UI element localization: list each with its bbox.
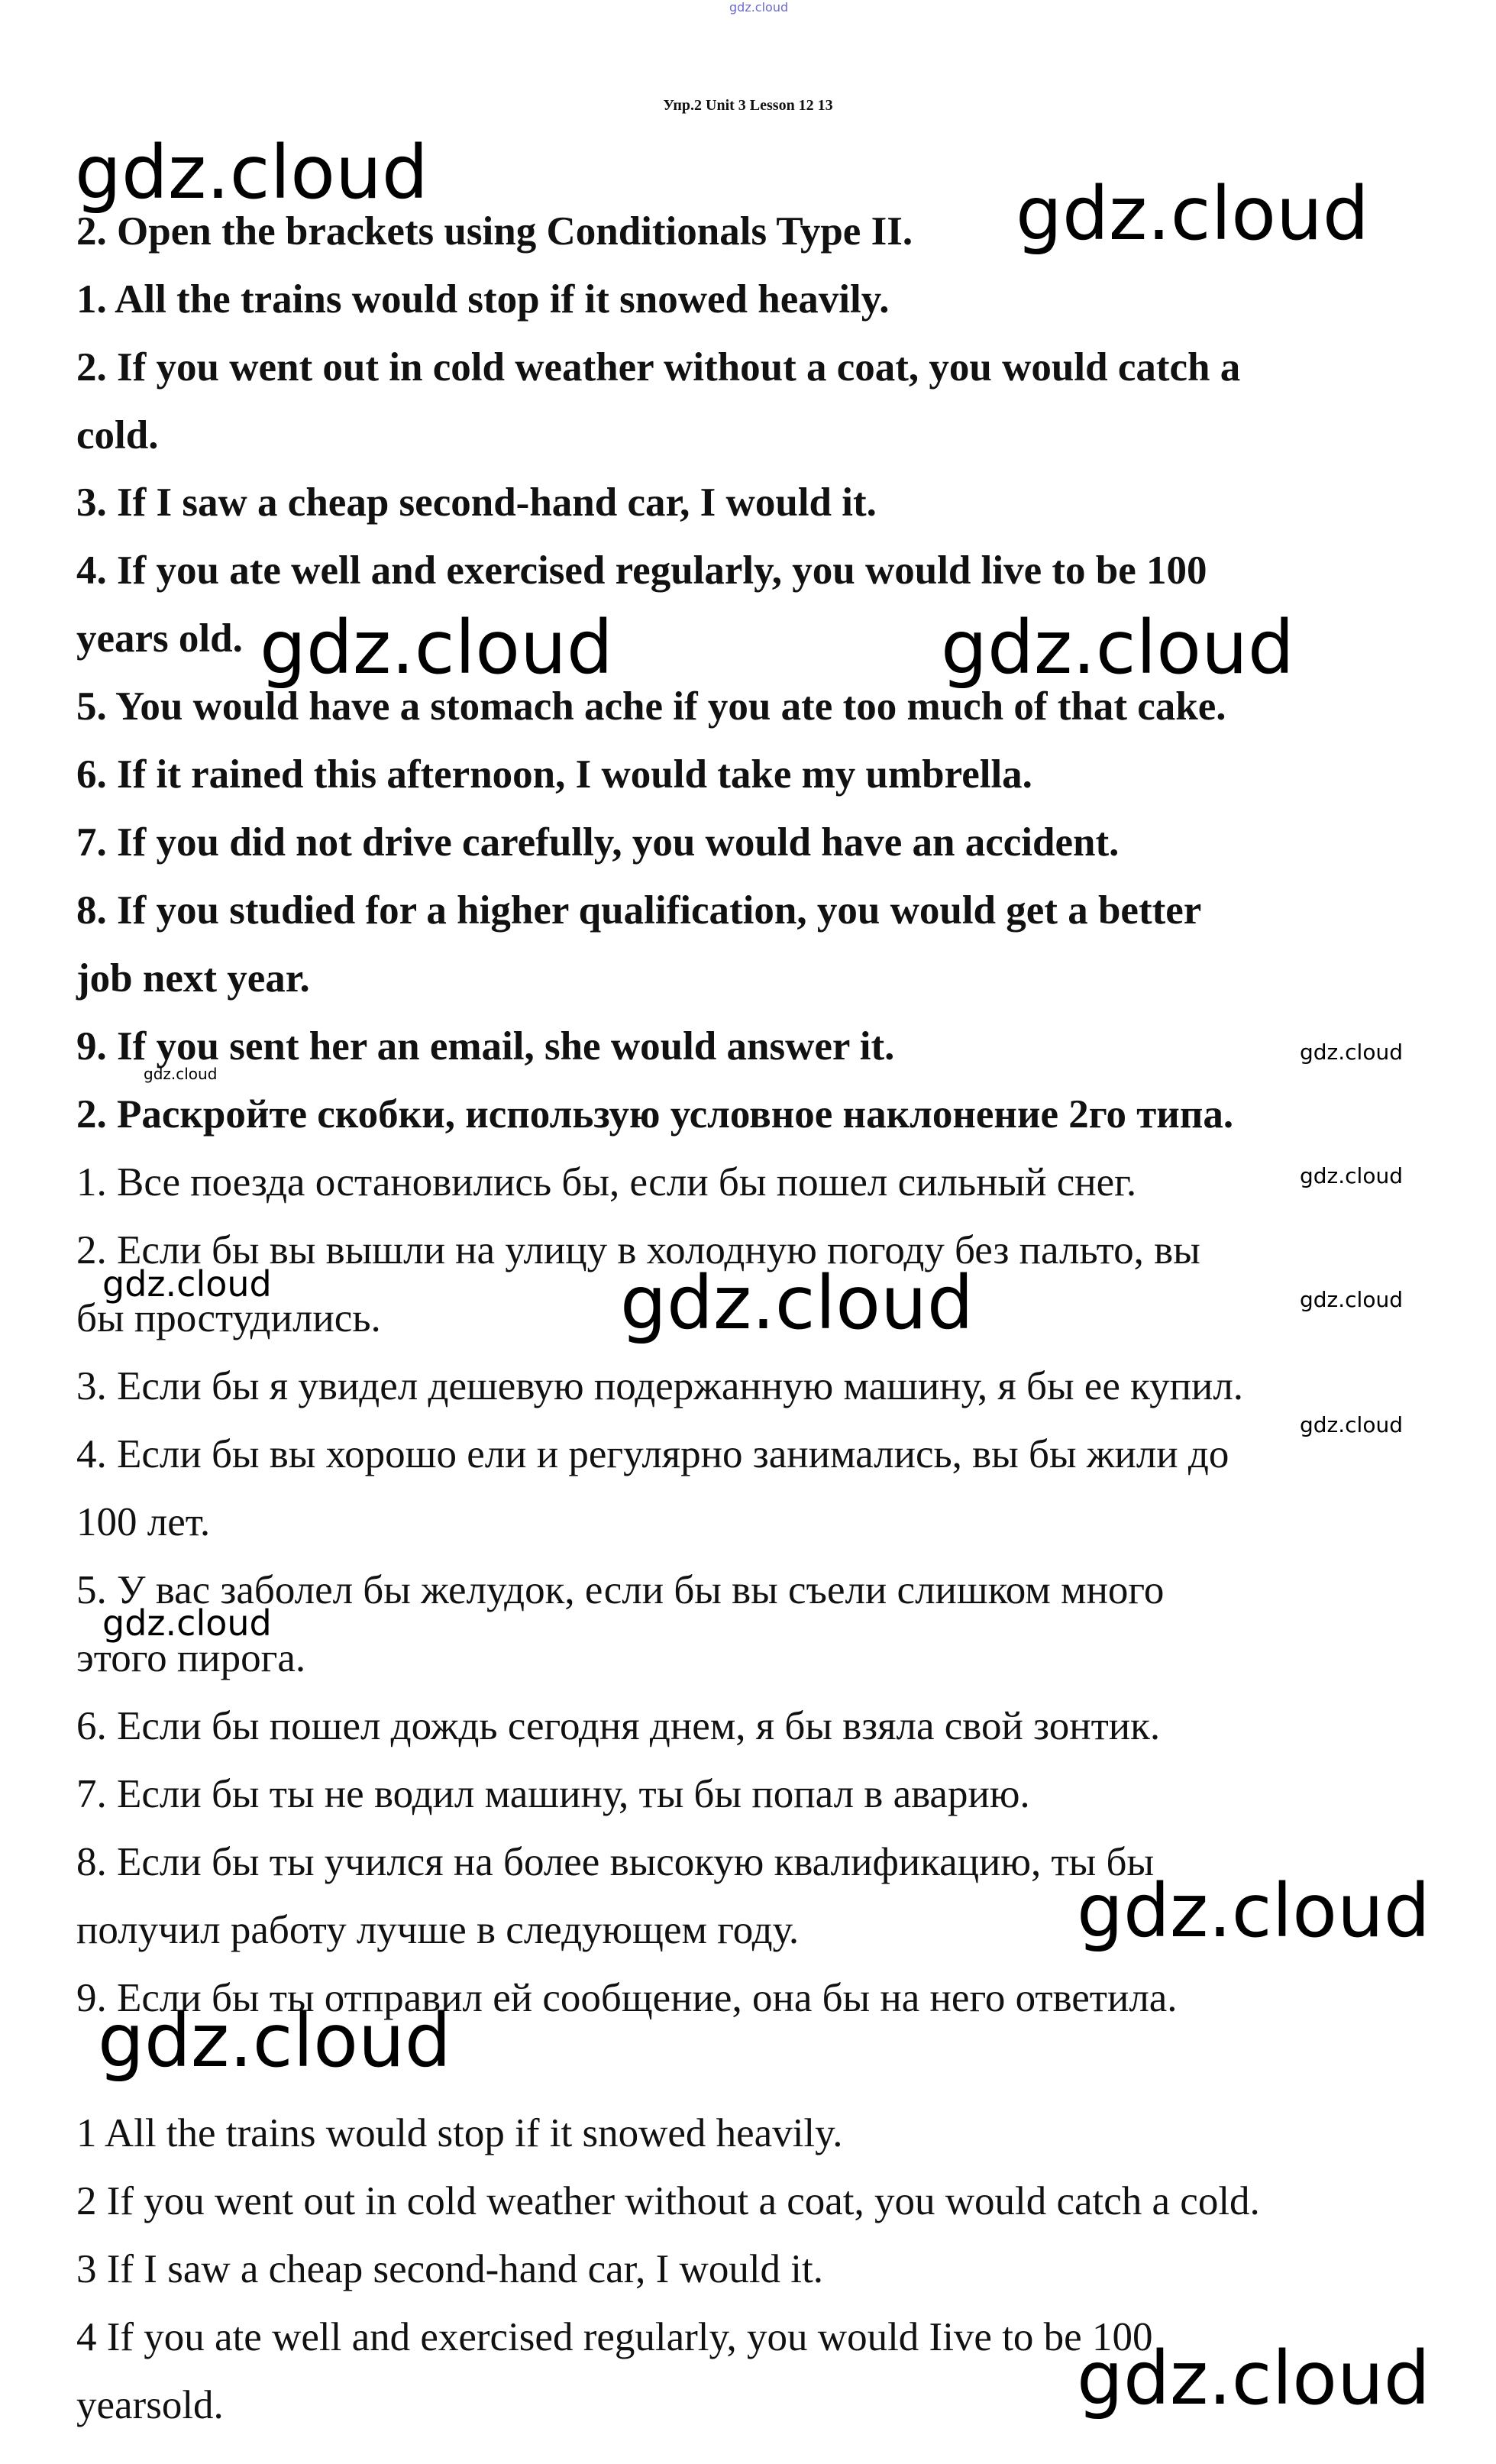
- english-line-5: 5. You would have a stomach ache if you ate too much of that cake.: [76, 684, 1226, 729]
- watermark: gdz.cloud: [102, 1602, 272, 1644]
- watermark: gdz.cloud: [1300, 1287, 1403, 1312]
- watermark: gdz.cloud: [620, 1260, 974, 1346]
- watermark: gdz.cloud: [1077, 1868, 1430, 1954]
- english-line-6: 6. If it rained this afternoon, I would take my umbrella.: [76, 752, 1032, 797]
- english-line-4-cont: years old.: [76, 616, 243, 661]
- answer-line-3: 3 If I saw a cheap second-hand car, I would it.: [76, 2247, 823, 2291]
- russian-line-2: 2. Если бы вы вышли на улицу в холодную погоду без пальто, вы: [76, 1228, 1200, 1272]
- english-line-9: 9. If you sent her an email, she would answer it.: [76, 1024, 895, 1069]
- russian-line-8-cont: получил работу лучше в следующем году.: [76, 1908, 800, 1952]
- russian-task-heading: 2. Раскройте скобки, использую условное наклонение 2го типа.: [76, 1092, 1234, 1137]
- watermark: gdz.cloud: [941, 605, 1294, 690]
- watermark-top: gdz.cloud: [729, 0, 789, 15]
- english-line-8: 8. If you studied for a higher qualification, you would get a better: [76, 888, 1202, 933]
- english-line-2: 2. If you went out in cold weather without a coat, you would catch a: [76, 345, 1241, 390]
- watermark: gdz.cloud: [1300, 1163, 1403, 1188]
- english-task-heading: 2. Open the brackets using Conditionals Type II.: [76, 209, 913, 254]
- english-line-1: 1. All the trains would stop if it snowed heavily.: [76, 277, 890, 322]
- russian-line-5-cont: этого пирога.: [76, 1636, 306, 1680]
- watermark: gdz.cloud: [144, 1065, 218, 1083]
- answer-line-4-cont: yearsold.: [76, 2383, 224, 2427]
- english-line-3: 3. If I saw a cheap second-hand car, I would it.: [76, 480, 877, 525]
- russian-line-6: 6. Если бы пошел дождь сегодня днем, я бы взяла свой зонтик.: [76, 1704, 1161, 1748]
- answer-line-2: 2 If you went out in cold weather without a coat, you would catch a cold.: [76, 2179, 1260, 2223]
- watermark: gdz.cloud: [260, 605, 613, 690]
- answer-line-4: 4 If you ate well and exercised regularly, you would Iive to be 100: [76, 2315, 1153, 2359]
- russian-line-4-cont: 100 лет.: [76, 1500, 211, 1544]
- english-line-7: 7. If you did not drive carefully, you would have an accident.: [76, 820, 1120, 865]
- russian-line-2-cont: бы простудились.: [76, 1296, 381, 1340]
- russian-line-7: 7. Если бы ты не водил машину, ты бы попал в аварию.: [76, 1772, 1030, 1816]
- page-title: Упр.2 Unit 3 Lesson 12 13: [663, 97, 833, 114]
- russian-line-9: 9. Если бы ты отправил ей сообщение, она бы на него ответила.: [76, 1976, 1178, 2020]
- english-line-8-cont: job next year.: [76, 956, 310, 1001]
- watermark: gdz.cloud: [98, 1998, 451, 2084]
- watermark: gdz.cloud: [102, 1263, 272, 1305]
- watermark: gdz.cloud: [1300, 1040, 1403, 1065]
- russian-line-8: 8. Если бы ты учился на более высокую квалификацию, ты бы: [76, 1840, 1155, 1884]
- russian-line-4: 4. Если бы вы хорошо ели и регулярно занимались, вы бы жили до: [76, 1432, 1229, 1476]
- watermark: gdz.cloud: [75, 130, 428, 215]
- english-line-2-cont: cold.: [76, 413, 159, 458]
- english-line-4: 4. If you ate well and exercised regularly, you would live to be 100: [76, 548, 1207, 593]
- russian-line-3: 3. Если бы я увидел дешевую подержанную машину, я бы ее купил.: [76, 1364, 1244, 1408]
- watermark: gdz.cloud: [1077, 2336, 1430, 2421]
- watermark: gdz.cloud: [1300, 1412, 1403, 1437]
- russian-line-1: 1. Все поезда остановились бы, если бы пошел сильный снег.: [76, 1160, 1137, 1205]
- watermark: gdz.cloud: [1016, 171, 1369, 257]
- russian-line-5: 5. У вас заболел бы желудок, если бы вы съели слишком много: [76, 1568, 1165, 1612]
- answer-line-1: 1 All the trains would stop if it snowed heavily.: [76, 2111, 843, 2155]
